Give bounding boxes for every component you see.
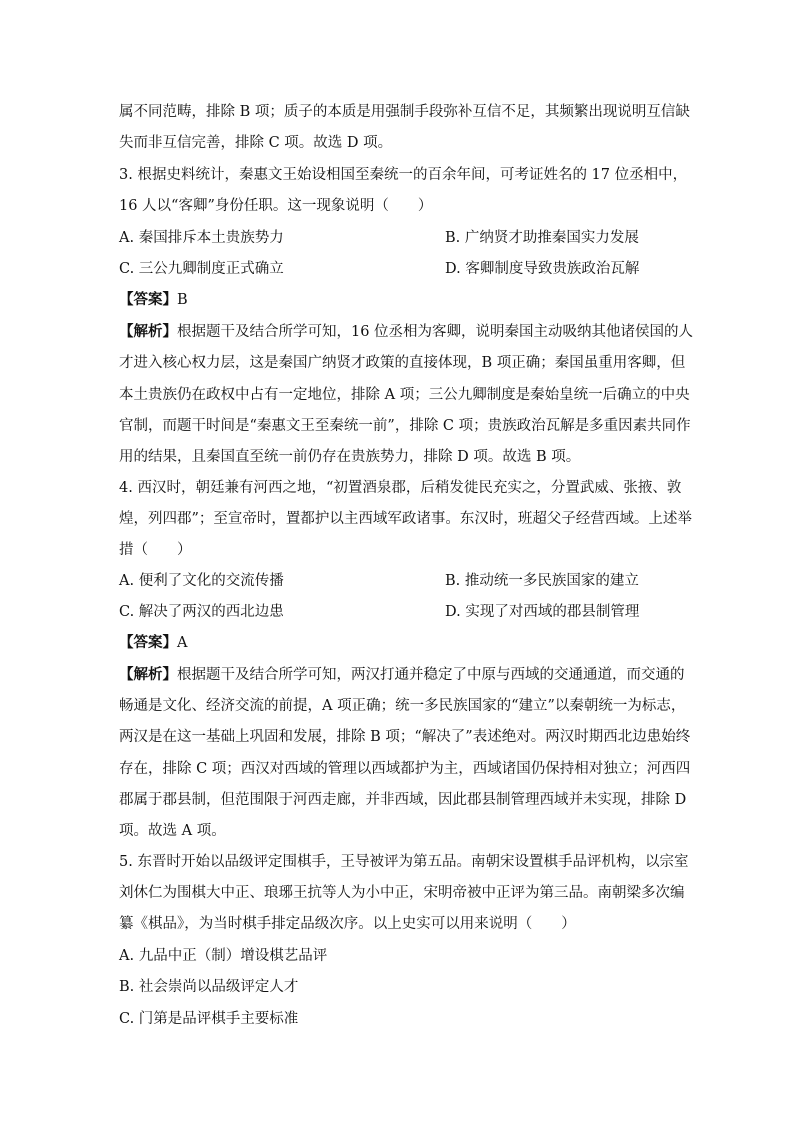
q4-analysis-line-4: 存在，排除 C 项；西汉对西域的管理以西域都护为主，西域诸国仍保持相对独立；河西四 bbox=[119, 761, 691, 777]
q5-option-c: C. 门第是品评棋手主要标准 bbox=[119, 1011, 299, 1027]
q4-option-d: D. 实现了对西域的郡县制管理 bbox=[445, 604, 640, 620]
q4-analysis-line-2: 畅通是文化、经济交流的前提，A 项正确；统一多民族国家的“建立”以秦朝统一为标志， bbox=[119, 698, 686, 714]
q5-stem-line-2: 刘休仁为围棋大中正、琅琊王抗等人为小中正，宋明帝被中正评为第三品。南朝梁多次编 bbox=[119, 885, 685, 901]
q3-analysis-line-5: 用的结果，且秦国直至统一前仍存在贵族势力，排除 D 项。故选 B 项。 bbox=[119, 449, 581, 465]
q4-stem-line-2: 煌，列四郡”；至宣帝时，置都护以主西域军政诸事。东汉时，班超父子经营西域。上述举 bbox=[119, 511, 692, 527]
q3-analysis-line-2: 才进入核心权力层，这是秦国广纳贤才政策的直接体现，B 项正确；秦国虽重用客卿，但 bbox=[119, 355, 686, 371]
intro-line-2: 失而非互信完善，排除 C 项。故选 D 项。 bbox=[119, 135, 393, 151]
q3-answer-value: B bbox=[177, 292, 188, 308]
q3-stem-line-2: 16 人以“客卿”身份任职。这一现象说明（ ） bbox=[119, 198, 433, 214]
q4-option-b: B. 推动统一多民族国家的建立 bbox=[445, 573, 639, 589]
q3-option-a: A. 秦国排斥本土贵族势力 bbox=[119, 230, 284, 246]
q3-option-d: D. 客卿制度导致贵族政治瓦解 bbox=[445, 261, 640, 277]
q4-analysis-line-6: 项。故选 A 项。 bbox=[119, 823, 226, 839]
q4-analysis-tag: 【解析】 bbox=[119, 666, 177, 683]
q3-answer bbox=[119, 290, 188, 310]
q4-analysis-text-1: 根据题干及结合所学可知，两汉打通并稳定了中原与西域的交通通道，而交通的 bbox=[177, 667, 685, 683]
q3-option-c: C. 三公九卿制度正式确立 bbox=[119, 261, 284, 277]
q4-answer bbox=[119, 633, 187, 653]
q3-analysis-text-1: 根据题干及结合所学可知，16 位丞相为客卿，说明秦国主动吸纳其他诸侯国的人 bbox=[177, 324, 694, 340]
q4-stem-line-1: 4. 西汉时，朝廷兼有河西之地，“初置酒泉郡，后稍发徙民充实之，分置武威、张掖、敦 bbox=[119, 480, 682, 496]
q3-stem-line-1: 3. 根据史料统计，秦惠文王始设相国至秦统一的百余年间，可考证姓名的 17 位丞相中， bbox=[119, 167, 688, 183]
q3-option-b: B. 广纳贤才助推秦国实力发展 bbox=[445, 230, 639, 246]
q4-stem-line-3: 措（ ） bbox=[119, 542, 192, 558]
q4-analysis-line-5: 郡属于郡县制，但范围限于河西走廊，并非西域，因此郡县制管理西域并未实现，排除 D bbox=[119, 792, 687, 808]
q5-option-a: A. 九品中正（制）增设棋艺品评 bbox=[119, 948, 328, 964]
q4-analysis-line-1 bbox=[119, 665, 685, 685]
q4-option-a: A. 便利了文化的交流传播 bbox=[119, 573, 284, 589]
q5-option-b: B. 社会崇尚以品级评定人才 bbox=[119, 979, 299, 995]
intro-line-1: 属不同范畴，排除 B 项；质子的本质是用强制手段弥补互信不足，其频繁出现说明互信缺 bbox=[119, 104, 690, 120]
q4-option-c: C. 解决了两汉的西北边患 bbox=[119, 604, 284, 620]
q5-stem-line-1: 5. 东晋时开始以品级评定围棋手，王导被评为第五品。南朝宋设置棋手品评机构，以宗室 bbox=[119, 854, 689, 870]
q3-analysis-line-3: 本土贵族仍在政权中占有一定地位，排除 A 项；三公九卿制度是秦始皇统一后确立的中央 bbox=[119, 387, 690, 403]
q4-analysis-line-3: 两汉是在这一基础上巩固和发展，排除 B 项；“解决了”表述绝对。两汉时期西北边患始终 bbox=[119, 729, 691, 745]
q3-analysis-line-1 bbox=[119, 322, 693, 342]
q3-analysis-tag: 【解析】 bbox=[119, 323, 177, 340]
q5-stem-line-3: 纂《棋品》，为当时棋手排定品级次序。以上史实可以用来说明（ ） bbox=[119, 916, 576, 932]
q4-answer-value: A bbox=[177, 635, 188, 651]
q3-answer-tag: 【答案】 bbox=[119, 291, 177, 308]
q4-answer-tag: 【答案】 bbox=[119, 634, 177, 651]
q3-analysis-line-4: 官制，而题干时间是“秦惠文王至秦统一前”，排除 C 项；贵族政治瓦解是多重因素共同作 bbox=[119, 418, 691, 434]
